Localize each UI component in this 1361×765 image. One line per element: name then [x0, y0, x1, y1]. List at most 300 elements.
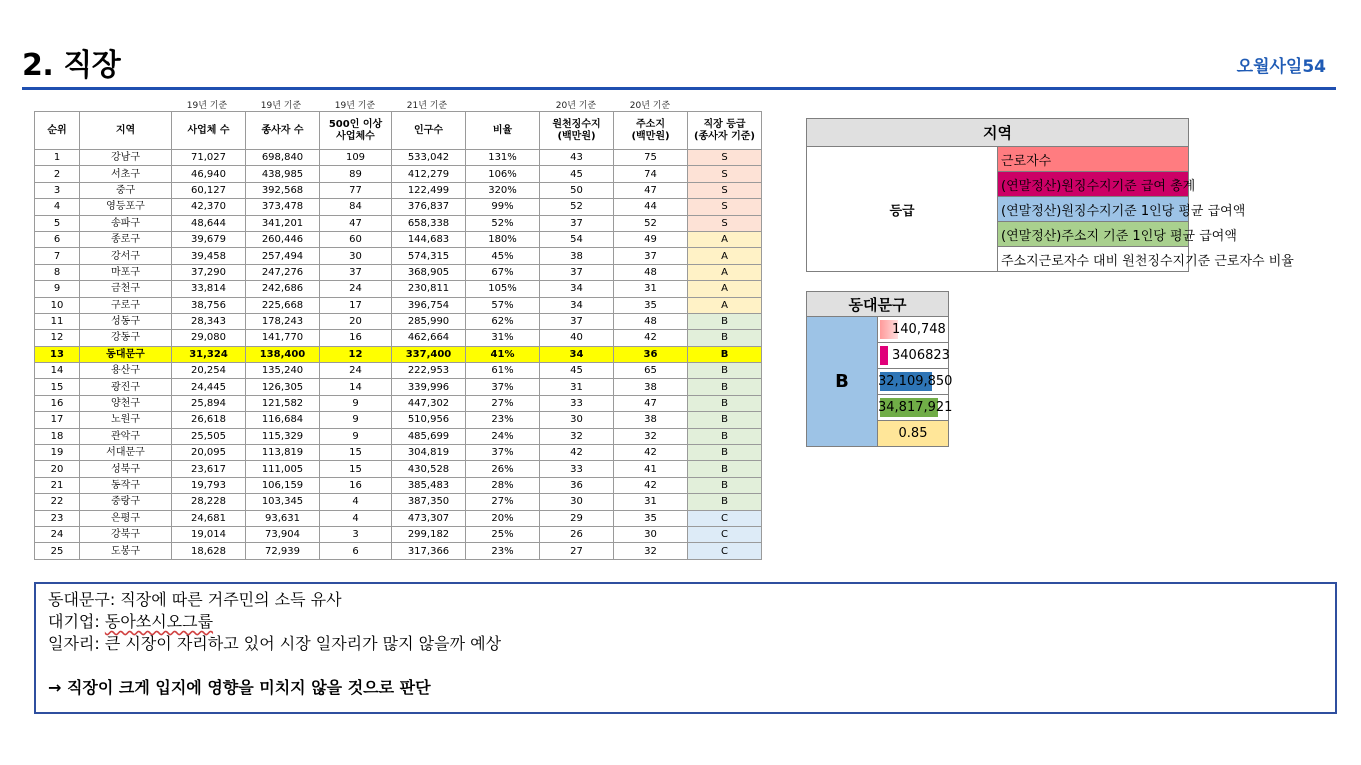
table-row — [35, 379, 762, 395]
table-cell: 17 — [35, 412, 80, 428]
column-header: 인구수 — [392, 112, 466, 150]
table-cell: 93,631 — [246, 510, 320, 526]
table-cell: 368,905 — [392, 264, 466, 280]
district-value-avg-workplace — [878, 369, 953, 395]
table-cell: 9 — [320, 412, 392, 428]
table-cell: 동대문구 — [80, 346, 172, 362]
district-value-total-pay — [878, 343, 949, 369]
table-cell: 4 — [320, 494, 392, 510]
table-cell: 462,664 — [392, 330, 466, 346]
table-cell: 99% — [466, 199, 540, 215]
table-cell: 71,027 — [172, 150, 246, 166]
table-cell: 25,505 — [172, 428, 246, 444]
table-cell: 중구 — [80, 182, 172, 198]
table-cell: 337,400 — [392, 346, 466, 362]
table-cell: 28% — [466, 477, 540, 493]
table-cell: 74 — [614, 166, 688, 182]
table-row — [35, 182, 762, 198]
table-cell: 16 — [320, 477, 392, 493]
table-cell: 12 — [35, 330, 80, 346]
table-cell: 노원구 — [80, 412, 172, 428]
column-header: 원천징수지 (백만원) — [540, 112, 614, 150]
table-cell: 52 — [540, 199, 614, 215]
table-cell: 40 — [540, 330, 614, 346]
table-row — [35, 477, 762, 493]
table-cell: C — [688, 543, 762, 559]
table-cell: 16 — [35, 395, 80, 411]
table-cell: 430,528 — [392, 461, 466, 477]
table-cell: 24% — [466, 428, 540, 444]
table-cell: 34 — [540, 346, 614, 362]
table-cell: 27% — [466, 494, 540, 510]
table-cell: 47 — [320, 215, 392, 231]
table-cell: 23,617 — [172, 461, 246, 477]
table-cell: 19 — [35, 445, 80, 461]
table-cell: 84 — [320, 199, 392, 215]
table-cell: 48 — [614, 264, 688, 280]
table-row — [35, 526, 762, 542]
table-cell: 247,276 — [246, 264, 320, 280]
table-cell: 서대문구 — [80, 445, 172, 461]
note-line-income: 동대문구: 직장에 따른 거주민의 소득 유사 — [48, 590, 342, 609]
table-cell: 20,095 — [172, 445, 246, 461]
table-cell: 8 — [35, 264, 80, 280]
analysis-note — [34, 582, 1337, 714]
note-line-jobs: 일자리: 큰 시장이 자리하고 있어 시장 일자리가 많지 않을까 예상 — [48, 634, 502, 653]
note-company-value: 동아쏘시오그룹 — [104, 612, 214, 631]
table-cell: 131% — [466, 150, 540, 166]
table-cell: 3 — [320, 526, 392, 542]
title-divider — [22, 87, 1336, 90]
table-row — [35, 166, 762, 182]
table-cell: C — [688, 526, 762, 542]
table-cell: 257,494 — [246, 248, 320, 264]
column-header: 지역 — [80, 112, 172, 150]
table-cell: 30 — [320, 248, 392, 264]
table-cell: 115,329 — [246, 428, 320, 444]
table-cell: 30 — [540, 494, 614, 510]
table-row — [35, 395, 762, 411]
table-cell: 317,366 — [392, 543, 466, 559]
brand-label: 오월사일54 — [1236, 57, 1326, 77]
table-cell: 18 — [35, 428, 80, 444]
note-line-company — [48, 611, 1323, 633]
table-cell: 45% — [466, 248, 540, 264]
table-cell: 강북구 — [80, 526, 172, 542]
table-row — [35, 461, 762, 477]
table-cell: 510,956 — [392, 412, 466, 428]
table-cell: 41 — [614, 461, 688, 477]
table-cell: 1 — [35, 150, 80, 166]
table-cell: 376,837 — [392, 199, 466, 215]
legend-item-ratio: 주소지근로자수 대비 원천징수지기준 근로자수 비율 — [998, 247, 1189, 272]
table-cell: 135,240 — [246, 363, 320, 379]
table-cell: B — [688, 445, 762, 461]
column-header: 비율 — [466, 112, 540, 150]
table-cell: 48 — [614, 313, 688, 329]
table-cell: 180% — [466, 231, 540, 247]
column-header: 500인 이상 사업체수 — [320, 112, 392, 150]
table-cell: 24 — [320, 281, 392, 297]
table-row — [35, 363, 762, 379]
district-name: 동대문구 — [807, 292, 949, 317]
table-cell: 121,582 — [246, 395, 320, 411]
table-row — [35, 346, 762, 362]
table-cell: 18,628 — [172, 543, 246, 559]
column-header: 주소지 (백만원) — [614, 112, 688, 150]
table-cell: 성동구 — [80, 313, 172, 329]
table-cell: 67% — [466, 264, 540, 280]
table-cell: 관악구 — [80, 428, 172, 444]
table-cell: 36 — [614, 346, 688, 362]
table-cell: 60,127 — [172, 182, 246, 198]
table-cell: 105% — [466, 281, 540, 297]
table-cell: C — [688, 510, 762, 526]
table-cell: B — [688, 428, 762, 444]
page-title: 2. 직장 — [22, 48, 121, 83]
table-cell: B — [688, 412, 762, 428]
table-cell: 30 — [540, 412, 614, 428]
table-cell: 서초구 — [80, 166, 172, 182]
table-cell: B — [688, 477, 762, 493]
table-cell: 강남구 — [80, 150, 172, 166]
legend-item-avg-pay-workplace: (연말정산)원징수지기준 1인당 평균 급여액 — [998, 197, 1189, 222]
table-cell: 61% — [466, 363, 540, 379]
table-cell: 48,644 — [172, 215, 246, 231]
table-cell: 37 — [540, 313, 614, 329]
column-header: 직장 등급 (종사자 기준) — [688, 112, 762, 150]
table-cell: 35 — [614, 297, 688, 313]
table-cell: 3 — [35, 182, 80, 198]
table-row — [35, 231, 762, 247]
table-cell: 5 — [35, 215, 80, 231]
table-cell: 10 — [35, 297, 80, 313]
table-cell: 13 — [35, 346, 80, 362]
table-cell: 52 — [614, 215, 688, 231]
table-cell: 광진구 — [80, 379, 172, 395]
table-cell: 106% — [466, 166, 540, 182]
table-cell: 45 — [540, 363, 614, 379]
table-cell: 35 — [614, 510, 688, 526]
table-cell: 24 — [320, 363, 392, 379]
table-cell: 45 — [540, 166, 614, 182]
table-cell: 122,499 — [392, 182, 466, 198]
table-cell: 698,840 — [246, 150, 320, 166]
table-cell: 42 — [614, 445, 688, 461]
table-cell: 26 — [540, 526, 614, 542]
table-cell: 11 — [35, 313, 80, 329]
table-cell: 용산구 — [80, 363, 172, 379]
table-cell: 242,686 — [246, 281, 320, 297]
table-cell: 412,279 — [392, 166, 466, 182]
table-cell: 7 — [35, 248, 80, 264]
district-value-workers — [878, 317, 949, 343]
column-header: 순위 — [35, 112, 80, 150]
table-cell: 42 — [540, 445, 614, 461]
table-cell: 23% — [466, 412, 540, 428]
table-cell: 222,953 — [392, 363, 466, 379]
table-cell: 103,345 — [246, 494, 320, 510]
table-cell: 6 — [35, 231, 80, 247]
district-value-avg-address — [878, 395, 953, 421]
table-cell: 574,315 — [392, 248, 466, 264]
table-cell: 15 — [35, 379, 80, 395]
table-cell: 31 — [614, 281, 688, 297]
table-cell: 46,940 — [172, 166, 246, 182]
legend-item-total-pay: (연말정산)원징수지기준 급여 총계 — [998, 172, 1189, 197]
table-cell: 33 — [540, 395, 614, 411]
table-cell: 28,343 — [172, 313, 246, 329]
table-cell: 438,985 — [246, 166, 320, 182]
table-cell: 23 — [35, 510, 80, 526]
table-row — [35, 199, 762, 215]
base-note-population: 21년 기준 — [406, 101, 448, 111]
table-cell: S — [688, 215, 762, 231]
table-cell: 485,699 — [392, 428, 466, 444]
table-cell: 영등포구 — [80, 199, 172, 215]
table-cell: 29 — [540, 510, 614, 526]
table-cell: 473,307 — [392, 510, 466, 526]
table-row — [35, 445, 762, 461]
table-cell: 31 — [614, 494, 688, 510]
table-row — [35, 428, 762, 444]
table-cell: B — [688, 313, 762, 329]
table-cell: 396,754 — [392, 297, 466, 313]
table-cell: 113,819 — [246, 445, 320, 461]
table-row — [35, 494, 762, 510]
table-row — [35, 150, 762, 166]
table-cell: 마포구 — [80, 264, 172, 280]
table-cell: 73,904 — [246, 526, 320, 542]
column-header: 사업체 수 — [172, 112, 246, 150]
table-cell: B — [688, 346, 762, 362]
table-cell: 20,254 — [172, 363, 246, 379]
table-cell: B — [688, 330, 762, 346]
table-cell: 299,182 — [392, 526, 466, 542]
table-cell: 111,005 — [246, 461, 320, 477]
table-cell: 52% — [466, 215, 540, 231]
table-cell: 28,228 — [172, 494, 246, 510]
table-cell: 62% — [466, 313, 540, 329]
table-cell: 37 — [614, 248, 688, 264]
table-cell: A — [688, 297, 762, 313]
table-cell: 138,400 — [246, 346, 320, 362]
table-cell: 304,819 — [392, 445, 466, 461]
table-cell: 47 — [614, 395, 688, 411]
table-cell: 57% — [466, 297, 540, 313]
district-grade: B — [807, 317, 878, 447]
table-cell: 230,811 — [392, 281, 466, 297]
table-cell: 6 — [320, 543, 392, 559]
table-cell: 37 — [540, 215, 614, 231]
table-cell: 9 — [35, 281, 80, 297]
table-cell: 385,483 — [392, 477, 466, 493]
base-note-address: 20년 기준 — [629, 101, 671, 111]
table-cell: 14 — [320, 379, 392, 395]
table-cell: 24,445 — [172, 379, 246, 395]
base-note-withholding: 20년 기준 — [555, 101, 597, 111]
table-cell: 34 — [540, 281, 614, 297]
table-cell: 38 — [540, 248, 614, 264]
table-cell: 25 — [35, 543, 80, 559]
table-cell: 31% — [466, 330, 540, 346]
table-cell: 19,014 — [172, 526, 246, 542]
table-cell: 41% — [466, 346, 540, 362]
table-cell: 109 — [320, 150, 392, 166]
table-cell: 106,159 — [246, 477, 320, 493]
table-row — [35, 510, 762, 526]
table-cell: 도봉구 — [80, 543, 172, 559]
legend-grade-label: 등급 — [807, 147, 998, 272]
table-cell: 37 — [540, 264, 614, 280]
table-cell: 285,990 — [392, 313, 466, 329]
table-cell: 60 — [320, 231, 392, 247]
table-cell: 20 — [35, 461, 80, 477]
table-cell: 447,302 — [392, 395, 466, 411]
table-cell: S — [688, 150, 762, 166]
table-cell: 43 — [540, 150, 614, 166]
table-row — [35, 412, 762, 428]
table-cell: A — [688, 231, 762, 247]
table-cell: 강서구 — [80, 248, 172, 264]
table-cell: 37% — [466, 445, 540, 461]
table-cell: A — [688, 248, 762, 264]
table-row — [35, 330, 762, 346]
table-cell: 21 — [35, 477, 80, 493]
table-cell: S — [688, 166, 762, 182]
table-cell: 38 — [614, 412, 688, 428]
table-cell: 16 — [320, 330, 392, 346]
table-body — [35, 150, 762, 560]
table-cell: 29,080 — [172, 330, 246, 346]
table-cell: 42,370 — [172, 199, 246, 215]
legend-table — [806, 118, 1294, 272]
table-cell: 금천구 — [80, 281, 172, 297]
table-cell: 송파구 — [80, 215, 172, 231]
note-company-label: 대기업: — [48, 612, 105, 631]
table-cell: 77 — [320, 182, 392, 198]
table-cell: 42 — [614, 477, 688, 493]
table-cell: 26,618 — [172, 412, 246, 428]
table-cell: 종로구 — [80, 231, 172, 247]
base-note-businesses: 19년 기준 — [186, 101, 228, 111]
table-cell: B — [688, 379, 762, 395]
district-value-text: 32,109,850 — [878, 374, 953, 389]
table-cell: 341,201 — [246, 215, 320, 231]
table-cell: 9 — [320, 395, 392, 411]
table-cell: 26% — [466, 461, 540, 477]
table-cell: 144,683 — [392, 231, 466, 247]
table-cell: 126,305 — [246, 379, 320, 395]
table-cell: 15 — [320, 445, 392, 461]
table-cell: A — [688, 264, 762, 280]
table-cell: 47 — [614, 182, 688, 198]
table-cell: 533,042 — [392, 150, 466, 166]
table-cell: 392,568 — [246, 182, 320, 198]
table-cell: S — [688, 182, 762, 198]
table-cell: B — [688, 363, 762, 379]
table-cell: 14 — [35, 363, 80, 379]
table-cell: 31,324 — [172, 346, 246, 362]
district-value-text: 140,748 — [892, 322, 946, 337]
table-row — [35, 215, 762, 231]
table-cell: A — [688, 281, 762, 297]
table-cell: B — [688, 461, 762, 477]
table-cell: 260,446 — [246, 231, 320, 247]
table-cell: 50 — [540, 182, 614, 198]
table-cell: 9 — [320, 428, 392, 444]
table-cell: 30 — [614, 526, 688, 542]
table-row — [35, 313, 762, 329]
table-cell: 중랑구 — [80, 494, 172, 510]
table-cell: 320% — [466, 182, 540, 198]
table-cell: 36 — [540, 477, 614, 493]
table-row — [35, 248, 762, 264]
table-cell: 116,684 — [246, 412, 320, 428]
table-row — [35, 281, 762, 297]
table-cell: 34 — [540, 297, 614, 313]
district-value-text: 34,817,921 — [878, 400, 953, 415]
table-cell: 20 — [320, 313, 392, 329]
table-cell: 38 — [614, 379, 688, 395]
district-summary — [806, 291, 953, 447]
legend-item-avg-pay-address: (연말정산)주소지 기준 1인당 평균 급여액 — [998, 222, 1189, 247]
table-cell: 37% — [466, 379, 540, 395]
table-cell: 658,338 — [392, 215, 466, 231]
table-cell: 19,793 — [172, 477, 246, 493]
table-cell: 27 — [540, 543, 614, 559]
base-note-workers: 19년 기준 — [260, 101, 302, 111]
table-cell: 15 — [320, 461, 392, 477]
table-cell: 4 — [320, 510, 392, 526]
table-cell: 27% — [466, 395, 540, 411]
table-cell: 89 — [320, 166, 392, 182]
table-cell: 25% — [466, 526, 540, 542]
table-cell: 4 — [35, 199, 80, 215]
table-cell: 성북구 — [80, 461, 172, 477]
table-cell: 양천구 — [80, 395, 172, 411]
table-cell: 65 — [614, 363, 688, 379]
table-cell: 22 — [35, 494, 80, 510]
table-cell: 54 — [540, 231, 614, 247]
district-value-text: 3406823 — [892, 348, 950, 363]
table-cell: 17 — [320, 297, 392, 313]
table-cell: B — [688, 395, 762, 411]
table-cell: 339,996 — [392, 379, 466, 395]
table-cell: 33,814 — [172, 281, 246, 297]
table-cell: 20% — [466, 510, 540, 526]
table-row — [35, 543, 762, 559]
legend-item-workers: 근로자수 — [998, 147, 1189, 172]
table-cell: 31 — [540, 379, 614, 395]
table-cell: 32 — [614, 428, 688, 444]
table-cell: 은평구 — [80, 510, 172, 526]
table-cell: 141,770 — [246, 330, 320, 346]
table-cell: 24,681 — [172, 510, 246, 526]
table-cell: 39,679 — [172, 231, 246, 247]
table-row — [35, 297, 762, 313]
base-note-large-firms: 19년 기준 — [334, 101, 376, 111]
table-cell: 387,350 — [392, 494, 466, 510]
table-cell: 373,478 — [246, 199, 320, 215]
table-cell: 44 — [614, 199, 688, 215]
table-cell: 24 — [35, 526, 80, 542]
table-cell: 39,458 — [172, 248, 246, 264]
workplace-table — [34, 111, 762, 560]
table-cell: 42 — [614, 330, 688, 346]
table-cell: B — [688, 494, 762, 510]
table-cell: 동작구 — [80, 477, 172, 493]
